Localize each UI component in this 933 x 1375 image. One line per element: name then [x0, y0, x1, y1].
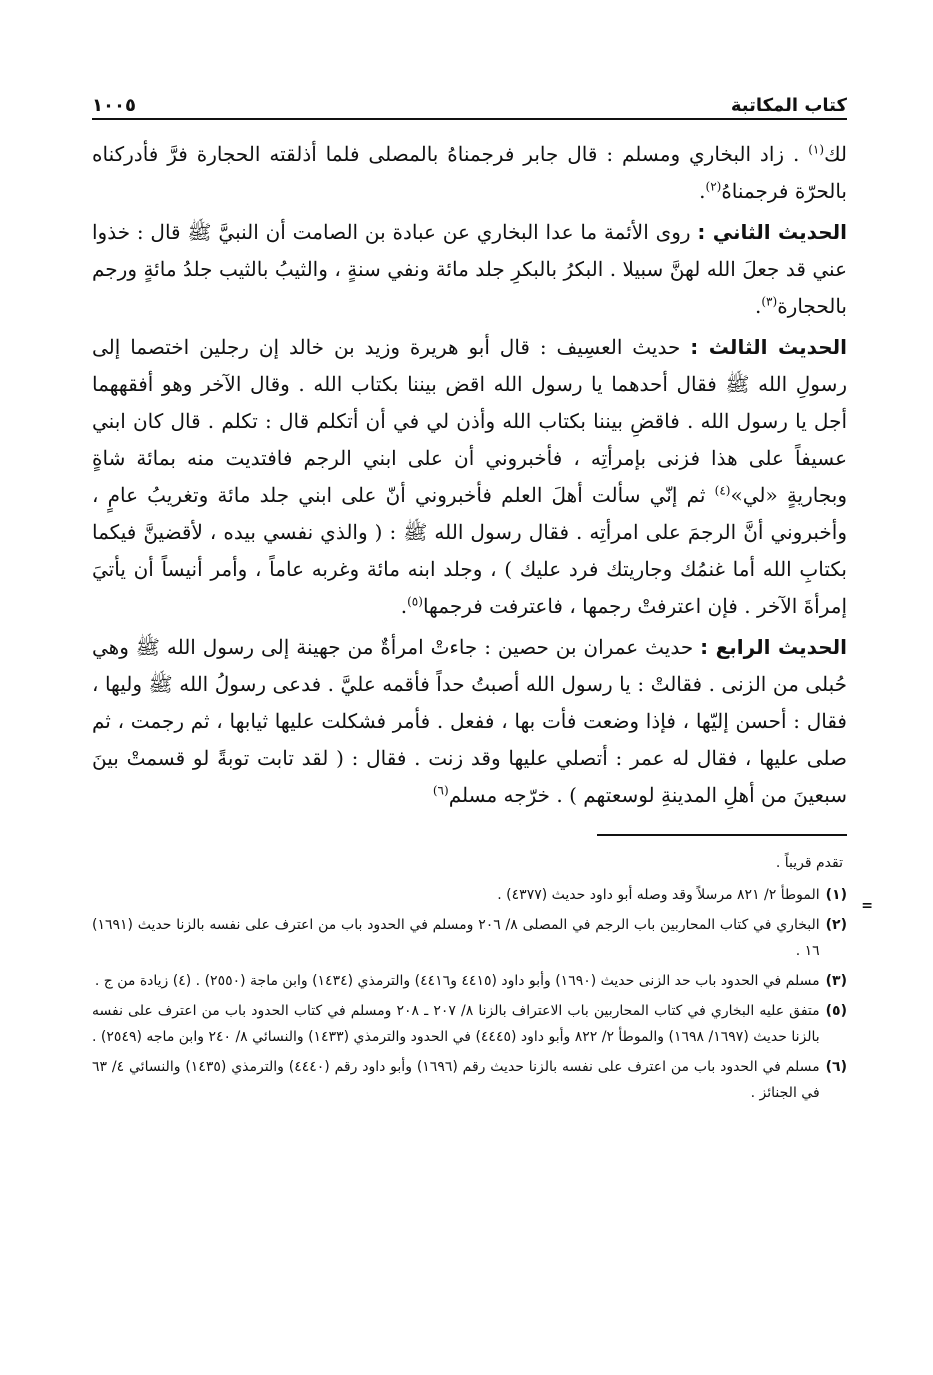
book-page: [92, 80, 847, 1320]
footnote-text: مسلم في الحدود باب حد الزنى حديث (١٦٩٠) وأبو داود (٤٤١٥ و٤٤١٦) والترمذي (١٤٣٤) وابن ماجة (٢٥٥٠) . (٤) زيادة من ج .: [94, 973, 820, 989]
p1-text-a: لك: [824, 142, 848, 166]
footnote-ref-5: (٥): [407, 594, 423, 609]
continuation-mark: =: [861, 898, 873, 914]
footnote-number: (١): [825, 887, 847, 903]
footnote-number: (٢): [825, 917, 847, 933]
p4-text-a: حديث عمران بن حصين : جاءتْ امرأةٌ من جهينة إلى رسول الله ﷺ وهي حُبلى من الزنى . فقالتْ : يا رسول الله أصبتُ حداً فأقمه عليَّ . فدعى رسولُ الله ﷺ وليها ، فقال : أحسن إليّها ، فإذا وضعت فأت بها ، ففعل . فأمر فشكلت عليها ثيابها ، ثم رجمت ، ثم صلى عليها ، فقال له عمر : أتصلي عليها وقد زنت . فقال : ( لقد تابت توبةً لو قسمتْ بينَ سبعينَ من أهلِ المدينةِ لوسعتهم ) . خرّجه مسلم: [92, 635, 847, 807]
hadith-2-title: الحديث الثاني :: [697, 220, 848, 244]
footnote-number: (٥): [825, 1003, 847, 1019]
footnote-item: [92, 998, 847, 1050]
p3-text-a: حديث العسِيف : قال أبو هريرة وزيد بن خالد إن رجلين اختصما إلى رسولِ الله ﷺ فقال أحدهما يا رسول الله اقض بيننا بكتاب الله . وقال الآخر وهو أفقههما أجل يا رسول الله . فاقضِ بيننا بكتاب الله وأذن لي في أن أتكلم قال : تكلم . قال كان ابني عسيفاً على هذا فزنى بإمرأتِه ، فأخبروني أن على ابني الرجم فافتديت منه بمائة شاةٍ وبجاريةٍ «لي»: [92, 335, 848, 507]
footnote-ref-6: (٦): [432, 783, 449, 798]
p2-text-b: .: [755, 294, 762, 318]
footnote-item: [92, 1054, 847, 1106]
page-header: [92, 80, 847, 120]
paragraph-4: [92, 629, 847, 814]
footnote-ref-3: (٣): [761, 294, 778, 309]
footnote-text: مسلم في الحدود باب من اعترف على نفسه بالزنا حديث رقم (١٦٩٦) وأبو داود رقم (٤٤٤٠) والترمذي (١٤٣٥) والنسائي ٤/ ٦٣ في الجنائز .: [92, 1059, 820, 1101]
p1-text-b: . زاد البخاري ومسلم : قال جابر فرجمناهُ بالمصلى فلما أذلقته الحجارة فرَّ فأدركناه بالحرّة فرجمناهُ: [92, 142, 847, 203]
footnote-item: [92, 882, 847, 908]
paragraph-1: [92, 136, 847, 210]
page-number: ١٠٠٥: [92, 95, 136, 116]
footnote-number: (٣): [825, 973, 847, 989]
footnote-continuation: تقدم قريباً .: [775, 855, 843, 871]
p3-text-c: .: [400, 594, 408, 618]
footnote-text: متفق عليه البخاري في كتاب المحاربين باب الاعتراف بالزنا ٨/ ٢٠٧ ـ ٢٠٨ ومسلم في كتاب الحدود باب من اعترف على نفسه بالزنا حديث (١٦٩٧/ ١٦٩٨) والموطأ ٢/ ٨٢٢ وأبو داود (٤٤٤٥) في الحدود والترمذي (١٤٣٣) والنسائي ٨/ ٢٤٠ وابن ماجه (٢٥٤٩) .: [92, 1003, 820, 1045]
paragraph-3: [92, 329, 847, 625]
hadith-4-title: الحديث الرابع :: [700, 635, 847, 659]
footnote-ref-2: (٢): [705, 179, 722, 194]
footnote-ref-4: (٤): [714, 483, 731, 498]
footnote-number: (٦): [825, 1059, 847, 1075]
footnote-item: [92, 912, 847, 964]
p3-text-b: ثم إنّي سألت أهلَ العلم فأخبروني أنّ على ابني جلد مائة وتغريبُ عامٍ ، وأخبروني أنَّ الرجمَ على امرأتِه . فقال رسول الله ﷺ : ( والذي نفسي بيده ، لأقضينَّ فيكما بكتابِ الله أما غنمُك وجاريتك فرد عليك ) ، وجلد ابنه مائة وغربه عاماً ، وأمر أنيساً أن يأتيَ إمرأةَ الآخر . فإن اعترفتْ رجمها ، فاعترفت فرجمها: [92, 483, 847, 618]
hadith-3-title: الحديث الثالث :: [690, 335, 847, 359]
footnote-item: [92, 968, 847, 994]
footnote-text: البخاري في كتاب المحاربين باب الرجم في المصلى ٨/ ٢٠٦ ومسلم في الحدود باب من اعترف على نفسه بالزنا حديث (١٦٩١) ١٦ .: [92, 917, 820, 959]
footnote-text: الموطأ ٢/ ٨٢١ مرسلاً وقد وصله أبو داود حديث (٤٣٧٧) .: [497, 887, 820, 903]
main-text: [92, 136, 847, 814]
footnote-ref-1: (١): [808, 142, 825, 157]
chapter-title: كتاب المكاتبة: [730, 95, 847, 116]
footnote-separator: [597, 834, 847, 836]
p1-text-c: .: [699, 179, 706, 203]
p2-text-a: روى الأئمة ما عدا البخاري عن عبادة بن الصامت أن النبيَّ ﷺ قال : خذوا عني قد جعلَ الله لهنَّ سبيلا . البكرُ بالبكرِ جلد مائة ونفي سنةٍ ، والثيبُ بالثيب جلدُ مائةٍ ورجم بالحجارة: [92, 220, 847, 318]
paragraph-2: [92, 214, 847, 325]
footnotes: [92, 850, 847, 1106]
